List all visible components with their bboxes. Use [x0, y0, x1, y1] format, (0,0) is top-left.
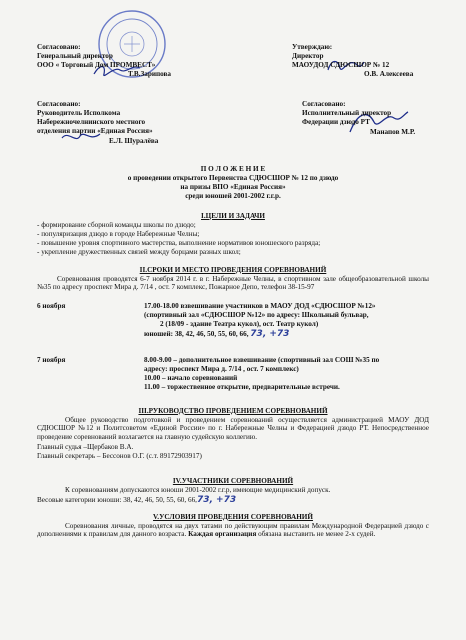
- approval-line: отделения партии «Единая Россия»: [37, 127, 153, 135]
- list-item: - укрепление дружественных связей между борцами разных школ;: [37, 248, 241, 256]
- schedule-date: 7 ноября: [37, 356, 66, 364]
- paragraph-emphasis: Каждая организация: [188, 530, 257, 539]
- document-subtitle: о проведении открытого Первенства СДЮСШОР № 12 по дзюдо: [127, 174, 339, 182]
- approval-line: Генеральный директор: [37, 52, 113, 60]
- section-heading: V.УСЛОВИЯ ПРОВЕДЕНИЯ СОРЕВНОВАНИЙ: [153, 513, 313, 521]
- schedule-line: 11.00 – торжественное открытие, предварительные встречи.: [144, 383, 340, 391]
- approval-line: Исполнительный директор: [302, 109, 392, 117]
- approval-line: ООО « Торговый Дом ПРОМВЕСТ»: [37, 61, 156, 69]
- section-heading: III.РУКОВОДСТВО ПРОВЕДЕНИЕМ СОРЕВНОВАНИЙ: [138, 407, 328, 415]
- approval-title: Согласовано:: [37, 100, 81, 108]
- document-subtitle: на призы ВПО «Единая Россия»: [180, 183, 286, 191]
- handwritten-weights: 73, +73: [250, 329, 290, 339]
- handwritten-weights: 73, +73: [196, 495, 237, 505]
- schedule-line: 2 (18/09 - здание Театра кукол), ост. Театр кукол): [160, 320, 319, 328]
- approval-line: Директор: [292, 52, 324, 60]
- list-item: - популяризация дзюдо в городе Набережные Челны;: [37, 230, 200, 238]
- list-item: - формирование сборной команды школы по дзюдо;: [37, 221, 196, 229]
- approval-line: Манапов М.Р.: [370, 128, 416, 136]
- section-heading: II.СРОКИ И МЕСТО ПРОВЕДЕНИЯ СОРЕВНОВАНИЙ: [139, 266, 327, 274]
- approval-line: Федерации дзюдо РТ: [302, 118, 370, 126]
- document-title: П О Л О Ж Е Н И Е: [200, 165, 266, 173]
- approval-title: Согласовано:: [302, 100, 346, 108]
- schedule-date: 6 ноября: [37, 302, 66, 310]
- chief-judge: Главный судья –Щербаков В.А.: [37, 443, 134, 451]
- approval-line: Руководитель Исполкома: [37, 109, 121, 117]
- paragraph: Общее руководство подготовкой и проведением соревнований осуществляется администрацией МАОУ ДОД СДЮСШОР №12 и Политсоветом «Единой России» по г. Набережные Челны и Федерацией дзюдо РТ. Непосредственное проведение соревнований возлагается на главную судейскую коллегию.: [37, 416, 429, 441]
- schedule-line: [144, 329, 289, 340]
- weights-text: юношей: 38, 42, 46, 50, 55, 60, 66,: [144, 330, 251, 338]
- document-subtitle: среди юношей 2001-2002 г.г.р.: [185, 192, 281, 200]
- schedule-line: адресу: проспект Мира д. 7/14 , ост. 7 комплекс): [144, 365, 299, 373]
- section-heading: IV.УЧАСТНИКИ СОРЕВНОВАНИЙ: [172, 477, 294, 485]
- paragraph: [37, 522, 429, 539]
- approval-line: Набережночелнинского местного: [37, 118, 146, 126]
- schedule-line: 17.00-18.00 взвешивание участников в МАОУ ДОД «СДЮСШОР №12»: [144, 302, 376, 310]
- paragraph-text: обязана выставить не менее 2-х судей.: [256, 530, 376, 539]
- weight-categories: [37, 495, 236, 506]
- schedule-line: (спортивный зал «СДЮСШОР №12» по адресу: Школьный бульвар,: [144, 311, 369, 319]
- list-item: - повышение уровня спортивного мастерства, выполнение нормативов юношеского разряда;: [37, 239, 321, 247]
- approval-line: МАОУДОД СДЮСШОР № 12: [292, 61, 390, 69]
- chief-secretary: Главный секретарь – Бессонов О.Г. (с.т. 89172903917): [37, 452, 202, 460]
- approval-line: Е.Л. Шуралёва: [109, 137, 159, 145]
- approval-line: Т.В.Зарипова: [128, 70, 172, 78]
- approval-title: Утверждаю:: [292, 43, 333, 51]
- schedule-line: 10.00 – начало соревнований: [144, 374, 238, 382]
- schedule-line: 8.00-9.00 – дополнительное взвешивание (спортивный зал СОШ №35 по: [144, 356, 380, 364]
- paragraph: Соревнования проводятся 6-7 ноября 2014 г. в г. Набережные Челны, в спортивном зале общеобразовательной школы №35 по адресу проспект Мира д. 7/14 , ост. 7 комплекс, Пожарное Депо, телефон 38-15-97: [37, 275, 429, 292]
- approval-title: Согласовано:: [37, 43, 81, 51]
- paragraph: К соревнованиям допускаются юноши 2001-2002 г.г.р, имеющие медицинский допуск.: [65, 486, 331, 494]
- weights-text: Весовые категории юноши: 38, 42, 46, 50, 55, 60, 66,: [37, 496, 197, 504]
- approval-line: О.В. Алексеева: [364, 70, 414, 78]
- paragraph-text: Соревнования личные, проводятся на двух татами по действующим правилам Международной Федерацией дзюдо с дополнениями к правилам для данного возраста.: [37, 522, 429, 539]
- section-heading: I.ЦЕЛИ И ЗАДАЧИ: [201, 212, 265, 220]
